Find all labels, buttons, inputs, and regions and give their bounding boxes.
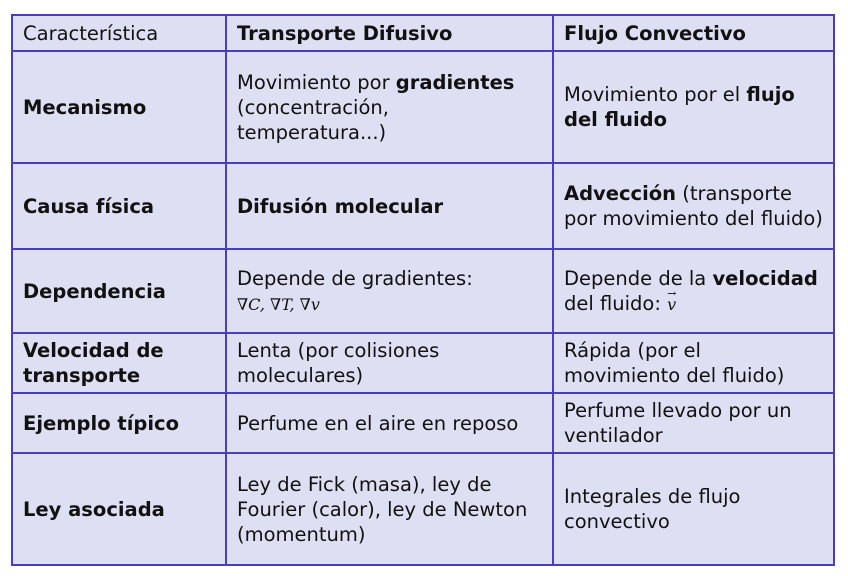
row-label: Ley asociada — [12, 453, 226, 565]
cell-difusivo: Difusión molecular — [226, 163, 553, 249]
table-row — [12, 249, 834, 333]
row-label: Velocidad de transporte — [12, 333, 226, 393]
cell-convectivo: Rápida (por el movimiento del fluido) — [553, 333, 834, 393]
row-label: Mecanismo — [12, 51, 226, 163]
cell-convectivo: Perfume llevado por un ventilador — [553, 393, 834, 453]
row-label: Ejemplo típico — [12, 393, 226, 453]
header-flujo-convectivo: Flujo Convectivo — [553, 15, 834, 51]
cell-difusivo — [226, 249, 553, 333]
velocity-vector: → v — [667, 292, 676, 317]
header-caracteristica: Característica — [12, 15, 226, 51]
cell-text: del fluido: — [564, 291, 668, 315]
cell-text: Depende de la — [564, 266, 713, 290]
table-row — [12, 393, 834, 453]
cell-text: Movimiento por — [237, 70, 396, 94]
cell-text-bold: Advección — [564, 182, 677, 205]
cell-difusivo — [226, 51, 553, 163]
cell-text: Movimiento por el — [564, 83, 747, 106]
cell-text-bold: flujo del fluido — [564, 83, 795, 131]
cell-text-bold: gradientes — [395, 70, 515, 94]
header-transporte-difusivo: Transporte Difusivo — [226, 15, 553, 51]
row-label: Dependencia — [12, 249, 226, 333]
gradient-formula: ∇C, ∇T, ∇v — [237, 294, 320, 314]
cell-convectivo — [553, 51, 834, 163]
cell-text: (transporte por movimiento del fluido) — [564, 182, 823, 230]
cell-difusivo: Perfume en el aire en reposo — [226, 393, 553, 453]
cell-difusivo: Lenta (por colisiones moleculares) — [226, 333, 553, 393]
cell-text: (concentración, temperatura...) — [237, 95, 389, 144]
cell-convectivo: Integrales de flujo convectivo — [553, 453, 834, 565]
cell-convectivo — [553, 249, 834, 333]
table-row — [12, 163, 834, 249]
cell-difusivo: Ley de Fick (masa), ley de Fourier (calor), ley de Newton (momentum) — [226, 453, 553, 565]
cell-convectivo — [553, 163, 834, 249]
comparison-table — [11, 14, 835, 566]
table-row — [12, 453, 834, 565]
cell-text-bold: velocidad — [712, 266, 818, 290]
header-row — [12, 15, 834, 51]
row-label: Causa física — [12, 163, 226, 249]
table-row — [12, 51, 834, 163]
cell-text: Depende de gradientes: — [237, 266, 473, 290]
table-row — [12, 333, 834, 393]
